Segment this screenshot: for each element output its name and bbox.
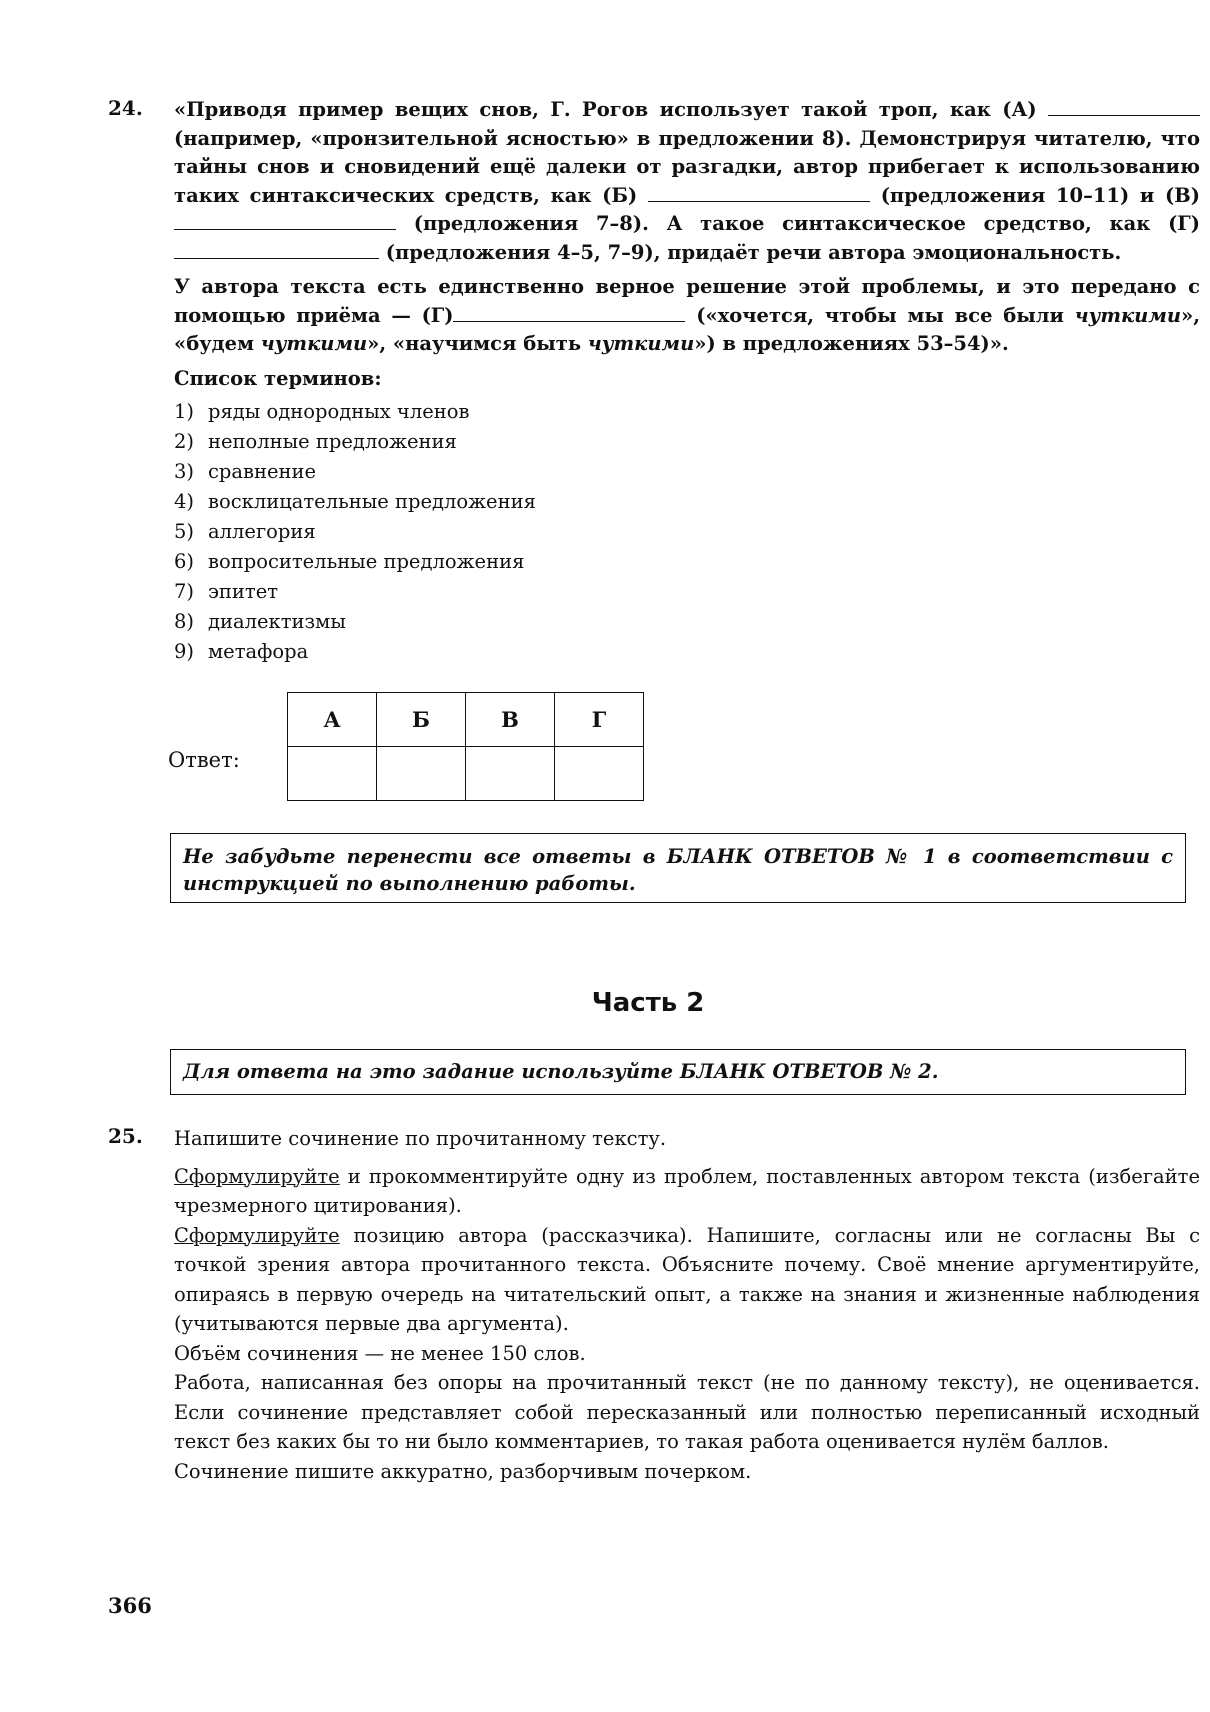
term-item [174,607,1200,637]
term-text: метафора [208,639,309,663]
task-24-paragraph-2: У автора текста есть единственно верное решение этой проблемы, и это передано с помощью приёма — (Г) («хочется, чтобы мы все были чуткими», «будем чуткими», «научимся быть чуткими») в предложениях 53–54)». [174,275,1201,355]
term-text: ряды однородных членов [208,399,470,423]
answer-header-a: А [288,693,377,747]
answer-table [287,692,644,801]
task-number: 24. [108,96,143,120]
answer-header-g: Г [555,693,644,747]
term-item [174,487,1200,517]
task-number: 25. [108,1124,143,1148]
answer-blank-g2[interactable] [453,303,685,322]
term-item [174,397,1200,427]
task-24-body [174,96,1200,667]
answer-cell-g[interactable] [555,747,644,801]
task-25-body [174,1124,1200,1486]
term-item [174,577,1200,607]
answer-sheet-note-1: Не забудьте перенести все ответы в БЛАНК ОТВЕТОВ № 1 в соответствии с инструкцией по выполнению работы. [170,833,1186,903]
term-number: 2) [174,429,195,453]
answer-cell-v[interactable] [466,747,555,801]
task-25-line-3: Объём сочинения — не менее 150 слов. [174,1341,586,1365]
part-2-title: Часть 2 [591,988,705,1018]
term-item [174,637,1200,667]
term-number: 7) [174,579,195,603]
term-number: 9) [174,639,195,663]
task-25-line-4: Работа, написанная без опоры на прочитанный текст (не по данному тексту), не оценивается. Если сочинение представляет собой пересказанный или полностью переписанный исходный текст без каких бы то ни было комментариев, то такая работа оценивается нулём баллов. [174,1371,1200,1453]
term-number: 4) [174,489,195,513]
task-25-line-1: Сформулируйте и прокомментируйте одну из проблем, поставленных автором текста (избегайте чрезмерного цитирования). [174,1164,1200,1217]
term-item [174,517,1200,547]
term-number: 6) [174,549,195,573]
term-text: неполные предложения [208,429,457,453]
answer-blank-b[interactable] [648,183,870,202]
term-text: диалектизмы [208,609,346,633]
terms-title: Список терминов: [174,366,382,390]
answer-input-row [288,747,644,801]
task-24-paragraph-1: «Приводя пример вещих снов, Г. Рогов использует такой троп, как (А) (например, «пронзительной ясностью» в предложении 8). Демонстрируя читателю, что тайны снов и сновидений ещё далеки от разгадки, автор прибегает к использованию таких синтаксических средств, как (Б) (предложения 10–11) и (В) (предложения 7–8). А такое синтаксическое средство, как (Г) (предложения 4–5, 7–9), придаёт речи автора эмоциональность. [174,98,1200,264]
terms-list [174,397,1200,667]
term-number: 8) [174,609,195,633]
term-number: 5) [174,519,195,543]
answer-header-row [288,693,644,747]
page-number: 366 [108,1593,152,1618]
term-number: 1) [174,399,195,423]
term-text: аллегория [208,519,316,543]
answer-sheet-note-2: Для ответа на это задание используйте БЛАНК ОТВЕТОВ № 2. [170,1049,1186,1095]
term-text: восклицательные предложения [208,489,536,513]
task-25-line-2: Сформулируйте позицию автора (рассказчика). Напишите, согласны или не согласны Вы с точкой зрения автора прочитанного текста. Объясните почему. Своё мнение аргументируйте, опираясь в первую очередь на читательский опыт, а также на знания и жизненные наблюдения (учитываются первые два аргумента). [174,1223,1200,1335]
term-text: вопросительные предложения [208,549,525,573]
term-item [174,547,1200,577]
answer-header-b: Б [377,693,466,747]
term-item [174,427,1200,457]
answer-header-v: В [466,693,555,747]
answer-blank-a[interactable] [1048,97,1200,116]
term-text: сравнение [208,459,317,483]
task-25-intro: Напишите сочинение по прочитанному тексту. [174,1127,667,1150]
answer-blank-g[interactable] [174,240,379,259]
answer-cell-b[interactable] [377,747,466,801]
term-number: 3) [174,459,195,483]
answer-blank-v[interactable] [174,211,396,230]
term-item [174,457,1200,487]
task-25-line-5: Сочинение пишите аккуратно, разборчивым почерком. [174,1459,752,1483]
answer-cell-a[interactable] [288,747,377,801]
answer-label: Ответ: [168,748,240,772]
term-text: эпитет [208,579,279,603]
